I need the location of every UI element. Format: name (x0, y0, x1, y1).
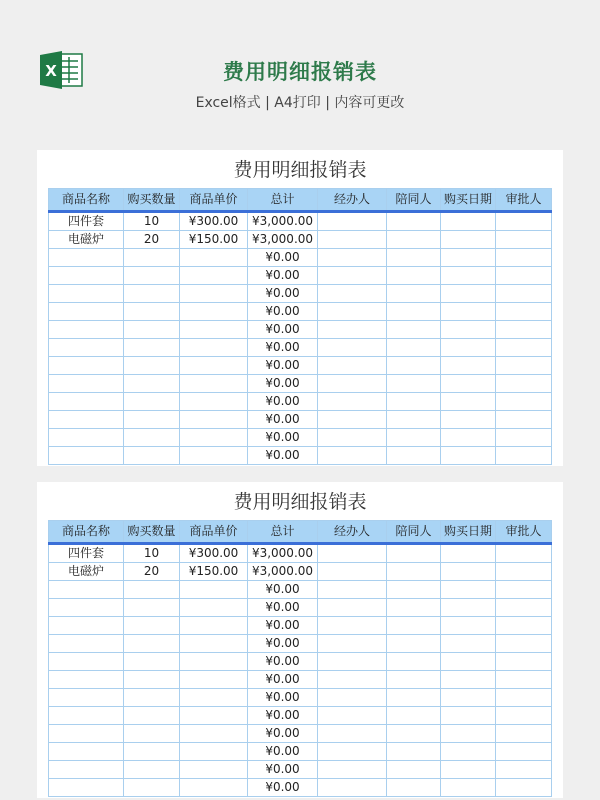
table-cell[interactable] (496, 635, 552, 653)
table-cell[interactable] (387, 761, 441, 779)
table-cell[interactable] (496, 653, 552, 671)
table-cell[interactable] (49, 743, 124, 761)
table-cell[interactable] (387, 544, 441, 563)
table-row (49, 285, 552, 303)
table-cell[interactable] (318, 599, 387, 617)
table-cell[interactable]: ¥300.00 (180, 212, 248, 231)
table-cell[interactable] (180, 357, 248, 375)
table-cell[interactable] (387, 671, 441, 689)
table-row (49, 429, 552, 447)
excel-icon-letter: X (45, 62, 57, 80)
table-cell[interactable] (441, 599, 496, 617)
table-cell[interactable] (124, 725, 180, 743)
table-cell[interactable] (387, 581, 441, 599)
table-cell[interactable] (441, 779, 496, 797)
table-cell[interactable] (124, 411, 180, 429)
table-cell[interactable]: ¥3,000.00 (248, 544, 318, 563)
table-cell[interactable] (318, 635, 387, 653)
table-cell[interactable] (49, 671, 124, 689)
table-cell[interactable] (496, 393, 552, 411)
column-header: 购买数量 (124, 521, 180, 544)
table-cell[interactable] (318, 321, 387, 339)
table-row (49, 321, 552, 339)
table-cell[interactable] (387, 357, 441, 375)
table-cell[interactable] (180, 617, 248, 635)
table-cell[interactable] (441, 563, 496, 581)
table-cell[interactable] (496, 303, 552, 321)
table-cell[interactable] (496, 617, 552, 635)
table-cell[interactable] (387, 689, 441, 707)
page-header (0, 0, 600, 130)
table-cell[interactable] (318, 231, 387, 249)
table-cell[interactable]: 10 (124, 212, 180, 231)
table-cell[interactable] (180, 303, 248, 321)
table-cell[interactable] (49, 447, 124, 465)
table-cell[interactable] (124, 393, 180, 411)
table-cell[interactable] (496, 429, 552, 447)
table-cell[interactable] (441, 689, 496, 707)
table-cell[interactable]: ¥3,000.00 (248, 231, 318, 249)
table-cell[interactable] (318, 411, 387, 429)
table-cell[interactable] (49, 689, 124, 707)
table-cell[interactable]: ¥0.00 (248, 599, 318, 617)
table-row (49, 267, 552, 285)
table-cell[interactable] (496, 231, 552, 249)
table-cell[interactable] (441, 653, 496, 671)
table-cell[interactable] (180, 581, 248, 599)
table-cell[interactable] (124, 689, 180, 707)
table-cell[interactable]: ¥0.00 (248, 267, 318, 285)
table-cell[interactable] (318, 743, 387, 761)
table-cell[interactable] (496, 375, 552, 393)
table-cell[interactable] (387, 393, 441, 411)
table-cell[interactable]: 20 (124, 231, 180, 249)
table-cell[interactable]: ¥0.00 (248, 707, 318, 725)
table-row (49, 357, 552, 375)
table-cell[interactable]: ¥0.00 (248, 393, 318, 411)
table-cell[interactable] (318, 429, 387, 447)
table-cell[interactable] (441, 429, 496, 447)
table-cell[interactable] (496, 563, 552, 581)
column-header: 购买日期 (441, 521, 496, 544)
table-row (49, 563, 552, 581)
table-cell[interactable] (387, 599, 441, 617)
table-cell[interactable] (496, 581, 552, 599)
table-cell[interactable]: ¥0.00 (248, 249, 318, 267)
table-row (49, 544, 552, 563)
table-cell[interactable] (180, 393, 248, 411)
table-cell[interactable] (441, 393, 496, 411)
table-cell[interactable] (49, 761, 124, 779)
table-cell[interactable]: 电磁炉 (49, 231, 124, 249)
table-cell[interactable] (124, 249, 180, 267)
table-row (49, 599, 552, 617)
table-cell[interactable] (387, 249, 441, 267)
table-cell[interactable] (124, 339, 180, 357)
table-cell[interactable] (496, 779, 552, 797)
table-cell[interactable]: ¥0.00 (248, 761, 318, 779)
table-cell[interactable] (124, 357, 180, 375)
table-row (49, 761, 552, 779)
table-cell[interactable] (49, 707, 124, 725)
table-cell[interactable] (496, 357, 552, 375)
table-cell[interactable] (441, 339, 496, 357)
column-header: 总计 (248, 189, 318, 212)
table-row (49, 617, 552, 635)
table-cell[interactable] (441, 411, 496, 429)
table-cell[interactable] (441, 671, 496, 689)
table-cell[interactable] (180, 743, 248, 761)
table-cell[interactable]: ¥0.00 (248, 635, 318, 653)
table-cell[interactable] (180, 635, 248, 653)
table-cell[interactable] (124, 599, 180, 617)
column-header: 购买数量 (124, 189, 180, 212)
table-cell[interactable] (180, 429, 248, 447)
table-cell[interactable] (49, 267, 124, 285)
expense-table (48, 520, 552, 797)
table-cell[interactable] (124, 447, 180, 465)
table-row (49, 231, 552, 249)
table-cell[interactable] (387, 707, 441, 725)
table-cell[interactable] (124, 375, 180, 393)
table-cell[interactable] (318, 212, 387, 231)
table-cell[interactable] (180, 725, 248, 743)
table-cell[interactable] (496, 707, 552, 725)
column-header: 审批人 (496, 189, 552, 212)
table-cell[interactable] (318, 653, 387, 671)
table-cell[interactable] (318, 761, 387, 779)
table-cell[interactable] (49, 357, 124, 375)
table-cell[interactable] (49, 339, 124, 357)
table-cell[interactable] (318, 393, 387, 411)
table-cell[interactable] (387, 653, 441, 671)
sheet-title: 费用明细报销表 (233, 491, 367, 513)
table-cell[interactable] (49, 429, 124, 447)
table-cell[interactable] (318, 707, 387, 725)
table-row (49, 339, 552, 357)
table-cell[interactable] (124, 743, 180, 761)
column-header: 商品单价 (180, 189, 248, 212)
table-cell[interactable] (318, 689, 387, 707)
table-cell[interactable] (441, 249, 496, 267)
table-cell[interactable] (441, 581, 496, 599)
table-cell[interactable] (496, 725, 552, 743)
table-cell[interactable] (496, 321, 552, 339)
table-cell[interactable]: ¥0.00 (248, 375, 318, 393)
table-cell[interactable] (318, 303, 387, 321)
table-cell[interactable]: ¥150.00 (180, 563, 248, 581)
table-cell[interactable] (496, 249, 552, 267)
table-cell[interactable]: ¥0.00 (248, 779, 318, 797)
table-cell[interactable] (318, 779, 387, 797)
table-cell[interactable] (387, 339, 441, 357)
table-cell[interactable] (496, 761, 552, 779)
table-cell[interactable] (180, 689, 248, 707)
table-cell[interactable] (124, 267, 180, 285)
table-cell[interactable] (387, 429, 441, 447)
table-cell[interactable] (49, 617, 124, 635)
table-cell[interactable] (49, 321, 124, 339)
table-cell[interactable] (124, 761, 180, 779)
table-cell[interactable] (387, 617, 441, 635)
table-cell[interactable] (441, 761, 496, 779)
table-cell[interactable] (387, 779, 441, 797)
table-cell[interactable] (387, 563, 441, 581)
table-cell[interactable] (124, 303, 180, 321)
table-cell[interactable]: ¥0.00 (248, 321, 318, 339)
table-cell[interactable] (496, 212, 552, 231)
table-cell[interactable]: ¥0.00 (248, 725, 318, 743)
table-cell[interactable] (496, 671, 552, 689)
table-cell[interactable]: ¥0.00 (248, 357, 318, 375)
table-cell[interactable]: ¥0.00 (248, 743, 318, 761)
table-row (49, 707, 552, 725)
table-cell[interactable] (180, 671, 248, 689)
table-row (49, 212, 552, 231)
table-cell[interactable] (318, 617, 387, 635)
table-cell[interactable] (441, 544, 496, 563)
column-header: 购买日期 (441, 189, 496, 212)
table-cell[interactable] (496, 267, 552, 285)
table-cell[interactable] (441, 635, 496, 653)
table-cell[interactable] (387, 212, 441, 231)
table-cell[interactable]: ¥0.00 (248, 411, 318, 429)
table-row (49, 635, 552, 653)
table-cell[interactable] (496, 411, 552, 429)
table-cell[interactable] (124, 707, 180, 725)
table-cell[interactable] (318, 339, 387, 357)
table-cell[interactable]: 四件套 (49, 544, 124, 563)
table-cell[interactable] (180, 375, 248, 393)
expense-table (48, 188, 552, 465)
table-cell[interactable]: ¥150.00 (180, 231, 248, 249)
column-header: 经办人 (318, 189, 387, 212)
table-cell[interactable] (496, 339, 552, 357)
table-cell[interactable] (441, 267, 496, 285)
table-cell[interactable] (180, 267, 248, 285)
table-cell[interactable] (441, 357, 496, 375)
table-row (49, 653, 552, 671)
table-cell[interactable] (124, 581, 180, 599)
table-cell[interactable]: ¥0.00 (248, 689, 318, 707)
table-cell[interactable]: ¥300.00 (180, 544, 248, 563)
column-header: 商品名称 (49, 189, 124, 212)
column-header: 陪同人 (387, 189, 441, 212)
table-cell[interactable] (496, 285, 552, 303)
table-cell[interactable] (49, 581, 124, 599)
table-cell[interactable]: ¥3,000.00 (248, 212, 318, 231)
table-cell[interactable] (387, 321, 441, 339)
table-cell[interactable] (387, 635, 441, 653)
table-cell[interactable] (387, 725, 441, 743)
table-cell[interactable] (318, 671, 387, 689)
table-cell[interactable] (49, 249, 124, 267)
table-cell[interactable] (49, 393, 124, 411)
table-cell[interactable] (441, 375, 496, 393)
table-cell[interactable] (49, 599, 124, 617)
table-cell[interactable] (441, 303, 496, 321)
table-cell[interactable]: ¥3,000.00 (248, 563, 318, 581)
table-row (49, 779, 552, 797)
table-cell[interactable] (496, 689, 552, 707)
table-cell[interactable] (49, 411, 124, 429)
table-row (49, 411, 552, 429)
table-row (49, 375, 552, 393)
table-cell[interactable]: 电磁炉 (49, 563, 124, 581)
table-cell[interactable] (387, 411, 441, 429)
table-row (49, 743, 552, 761)
table-cell[interactable]: ¥0.00 (248, 339, 318, 357)
table-cell[interactable] (49, 635, 124, 653)
table-cell[interactable] (49, 653, 124, 671)
table-cell[interactable]: ¥0.00 (248, 653, 318, 671)
table-cell[interactable] (441, 707, 496, 725)
table-cell[interactable] (387, 285, 441, 303)
table-cell[interactable] (124, 635, 180, 653)
table-cell[interactable] (318, 357, 387, 375)
table-cell[interactable] (124, 779, 180, 797)
page-title: 费用明细报销表 (223, 60, 377, 84)
table-cell[interactable]: ¥0.00 (248, 303, 318, 321)
table-cell[interactable] (49, 303, 124, 321)
table-cell[interactable] (49, 285, 124, 303)
table-cell[interactable] (180, 447, 248, 465)
sheet-title: 费用明细报销表 (233, 159, 367, 181)
table-cell[interactable] (318, 267, 387, 285)
table-cell[interactable] (387, 447, 441, 465)
table-cell[interactable] (441, 617, 496, 635)
table-row (49, 249, 552, 267)
table-cell[interactable] (387, 375, 441, 393)
table-header-row (49, 521, 552, 544)
table-cell[interactable] (441, 231, 496, 249)
table-cell[interactable] (124, 429, 180, 447)
table-cell[interactable] (180, 321, 248, 339)
table-cell[interactable] (124, 653, 180, 671)
table-cell[interactable] (441, 285, 496, 303)
table-cell[interactable] (124, 285, 180, 303)
table-cell[interactable] (49, 725, 124, 743)
table-cell[interactable] (180, 339, 248, 357)
table-cell[interactable] (49, 779, 124, 797)
sheet-preview-1 (37, 150, 563, 466)
table-row (49, 725, 552, 743)
table-cell[interactable] (496, 447, 552, 465)
table-cell[interactable]: ¥0.00 (248, 285, 318, 303)
table-cell[interactable]: ¥0.00 (248, 581, 318, 599)
table-cell[interactable] (496, 599, 552, 617)
table-cell[interactable] (318, 375, 387, 393)
table-cell[interactable]: 10 (124, 544, 180, 563)
table-cell[interactable] (441, 321, 496, 339)
table-cell[interactable] (180, 653, 248, 671)
table-cell[interactable] (387, 267, 441, 285)
table-cell[interactable]: 20 (124, 563, 180, 581)
table-cell[interactable]: ¥0.00 (248, 429, 318, 447)
table-cell[interactable]: ¥0.00 (248, 447, 318, 465)
table-cell[interactable] (124, 617, 180, 635)
table-cell[interactable] (496, 743, 552, 761)
table-cell[interactable] (387, 303, 441, 321)
table-row (49, 581, 552, 599)
table-cell[interactable] (441, 725, 496, 743)
table-cell[interactable] (318, 581, 387, 599)
table-row (49, 393, 552, 411)
table-cell[interactable] (180, 599, 248, 617)
column-header: 总计 (248, 521, 318, 544)
table-cell[interactable] (49, 375, 124, 393)
table-cell[interactable] (318, 249, 387, 267)
table-row (49, 303, 552, 321)
table-cell[interactable] (387, 231, 441, 249)
table-cell[interactable] (318, 285, 387, 303)
table-cell[interactable] (180, 249, 248, 267)
table-cell[interactable] (180, 285, 248, 303)
table-row (49, 447, 552, 465)
table-cell[interactable] (124, 321, 180, 339)
table-cell[interactable] (441, 743, 496, 761)
table-cell[interactable] (496, 544, 552, 563)
column-header: 经办人 (318, 521, 387, 544)
column-header: 商品单价 (180, 521, 248, 544)
table-cell[interactable] (387, 743, 441, 761)
table-cell[interactable] (318, 544, 387, 563)
table-cell[interactable] (180, 761, 248, 779)
column-header: 商品名称 (49, 521, 124, 544)
table-cell[interactable]: ¥0.00 (248, 671, 318, 689)
table-cell[interactable]: ¥0.00 (248, 617, 318, 635)
table-cell[interactable] (180, 779, 248, 797)
table-cell[interactable]: 四件套 (49, 212, 124, 231)
table-cell[interactable] (318, 447, 387, 465)
table-cell[interactable] (180, 707, 248, 725)
table-cell[interactable] (318, 563, 387, 581)
column-header: 陪同人 (387, 521, 441, 544)
table-cell[interactable] (318, 725, 387, 743)
table-cell[interactable] (441, 447, 496, 465)
table-cell[interactable] (441, 212, 496, 231)
table-cell[interactable] (180, 411, 248, 429)
table-row (49, 689, 552, 707)
column-header: 审批人 (496, 521, 552, 544)
sheet-preview-2 (37, 482, 563, 798)
table-header-row (49, 189, 552, 212)
table-cell[interactable] (124, 671, 180, 689)
table-row (49, 671, 552, 689)
page-subtitle: Excel格式 | A4打印 | 内容可更改 (195, 95, 405, 111)
